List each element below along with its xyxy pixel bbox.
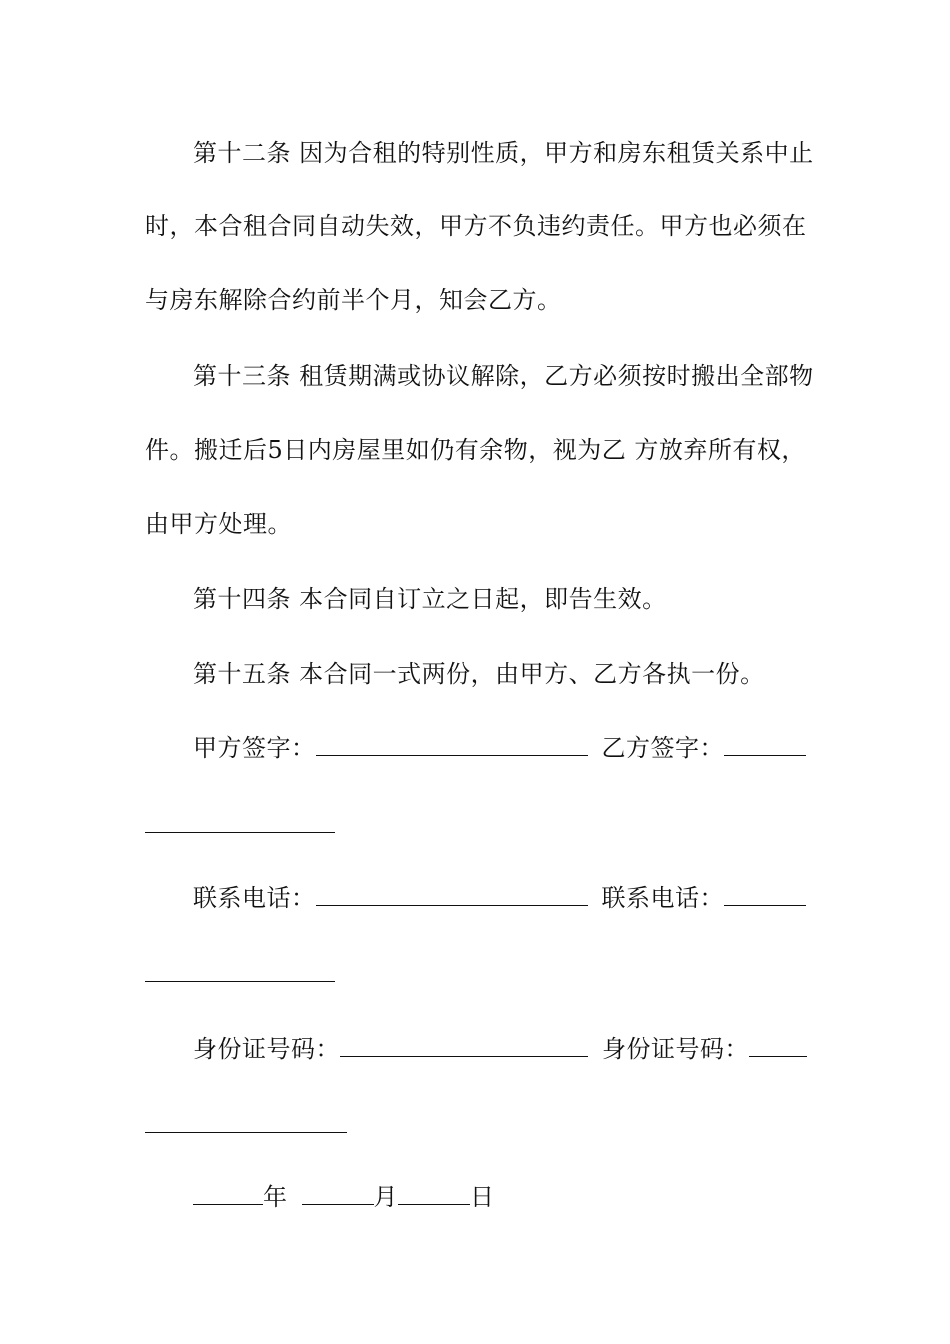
party-b-sign-blank-continued[interactable]	[145, 832, 335, 833]
year-label: 年	[263, 1183, 288, 1211]
party-b-id-label: 身份证号码：	[602, 1035, 749, 1063]
clause-15: 第十五条 本合同一式两份，由甲方、乙方各执一份。	[193, 660, 765, 688]
party-a-phone-blank[interactable]	[316, 883, 588, 906]
clause-14: 第十四条 本合同自订立之日起，即告生效。	[193, 585, 667, 613]
day-blank[interactable]	[398, 1182, 470, 1205]
phone-row	[193, 883, 806, 913]
party-b-sign-label: 乙方签字：	[601, 734, 724, 762]
clause-12-line-1: 第十二条 因为合租的特别性质，甲方和房东租赁关系中止	[193, 139, 814, 167]
id-row	[193, 1034, 807, 1064]
signature-row	[193, 733, 806, 763]
party-b-id-blank-continued[interactable]	[145, 1132, 347, 1133]
party-b-phone-label: 联系电话：	[601, 884, 724, 912]
party-a-phone-label: 联系电话：	[193, 884, 316, 912]
party-a-id-blank[interactable]	[340, 1034, 588, 1057]
clause-13-line-3: 由甲方处理。	[145, 510, 292, 538]
party-b-phone-blank[interactable]	[724, 883, 806, 906]
party-b-id-blank[interactable]	[749, 1034, 807, 1057]
clause-12-line-2: 时，本合租合同自动失效，甲方不负违约责任。甲方也必须在	[145, 212, 807, 240]
year-blank[interactable]	[193, 1182, 263, 1205]
month-label: 月	[373, 1183, 398, 1211]
clause-12-line-3: 与房东解除合约前半个月，知会乙方。	[145, 286, 562, 314]
month-blank[interactable]	[302, 1182, 374, 1205]
party-a-sign-blank[interactable]	[316, 733, 588, 756]
date-row	[193, 1182, 495, 1212]
party-b-phone-blank-continued[interactable]	[145, 981, 335, 982]
clause-13-line-1: 第十三条 租赁期满或协议解除，乙方必须按时搬出全部物	[193, 362, 814, 390]
clause-13-line-2: 件。搬迁后5日内房屋里如仍有余物，视为乙 方放弃所有权，	[145, 436, 806, 464]
party-b-sign-blank[interactable]	[724, 733, 806, 756]
party-a-sign-label: 甲方签字：	[193, 734, 316, 762]
party-a-id-label: 身份证号码：	[193, 1035, 340, 1063]
day-label: 日	[470, 1183, 495, 1211]
